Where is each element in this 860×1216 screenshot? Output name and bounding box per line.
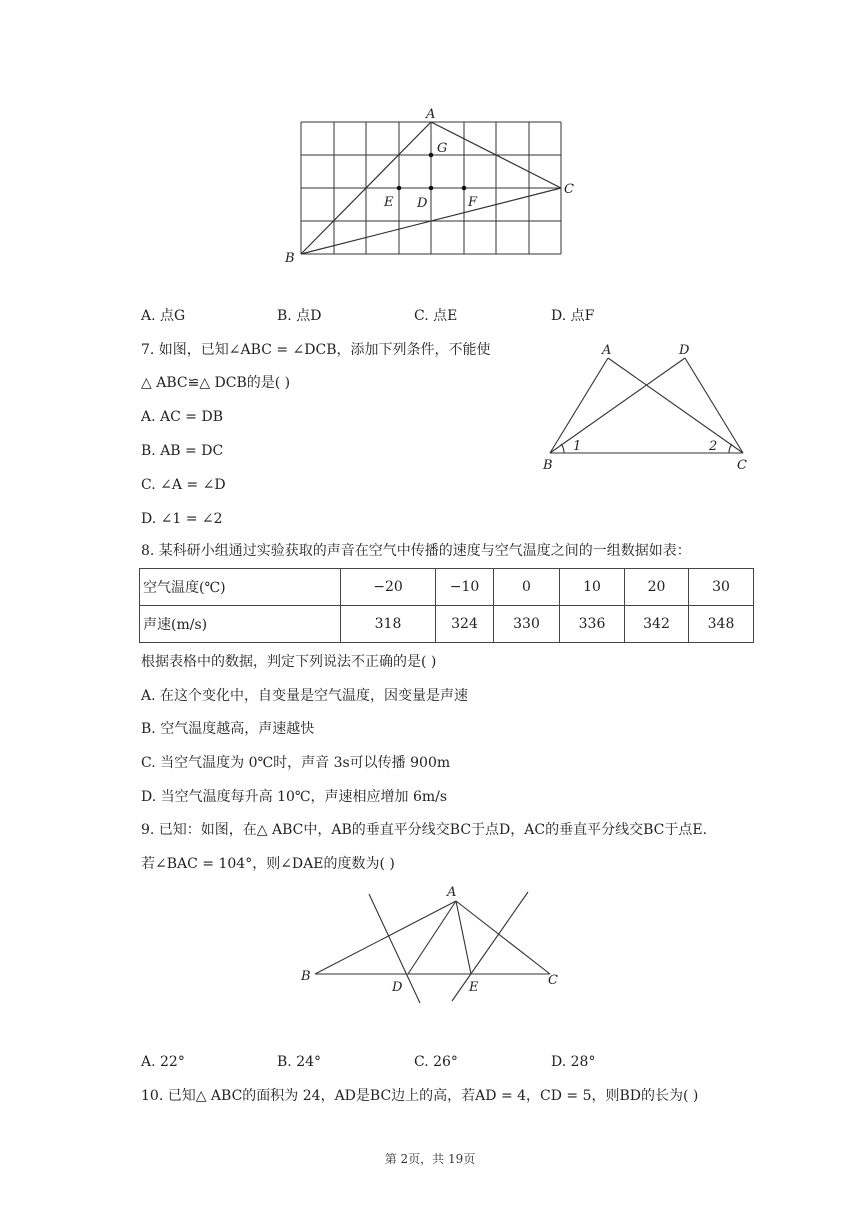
q7-option-b[interactable]: B. AB = DC <box>141 443 224 459</box>
q8-question: 根据表格中的数据，判定下列说法不正确的是( ) <box>141 654 437 670</box>
table-row <box>140 569 754 606</box>
table-cell: 0 <box>494 569 560 606</box>
table-cell: 20 <box>625 569 689 606</box>
q9-option-b[interactable]: B. 24° <box>277 1054 322 1070</box>
q6-label-c: C <box>564 182 574 197</box>
q6-option-c[interactable]: C. 点E <box>414 308 458 324</box>
q6-label-d: D <box>417 196 428 211</box>
q9-label-e: E <box>469 980 479 995</box>
table-header-temperature: 空气温度(℃) <box>140 569 341 606</box>
q8-option-a[interactable]: A. 在这个变化中，自变量是空气温度，因变量是声速 <box>141 688 469 704</box>
table-cell: −20 <box>341 569 436 606</box>
q9-option-d[interactable]: D. 28° <box>551 1054 596 1070</box>
q9-label-b: B <box>301 969 311 984</box>
q9-label-a: A <box>447 885 457 900</box>
q6-label-a: A <box>426 107 436 122</box>
table-cell: 330 <box>494 606 560 643</box>
q8-stem: 8. 某科研小组通过实验获取的声音在空气中传播的速度与空气温度之间的一组数据如表： <box>141 543 691 559</box>
q9-option-c[interactable]: C. 26° <box>414 1054 458 1070</box>
q9-stem-line2: 若∠BAC = 104°，则∠DAE的度数为( ) <box>141 856 395 872</box>
q6-label-f: F <box>468 195 478 210</box>
table-header-speed: 声速(m/s) <box>140 606 341 643</box>
q8-option-b[interactable]: B. 空气温度越高，声速越快 <box>141 721 315 737</box>
table-cell: 318 <box>341 606 436 643</box>
q9-option-a[interactable]: A. 22° <box>141 1054 185 1070</box>
q6-option-a[interactable]: A. 点G <box>141 308 186 324</box>
q7-option-a[interactable]: A. AC = DB <box>141 409 223 425</box>
q8-option-d[interactable]: D. 当空气温度每升高 10℃，声速相应增加 6m/s <box>141 789 448 805</box>
q7-label-a: A <box>602 343 612 358</box>
table-cell: −10 <box>436 569 494 606</box>
q10-stem: 10. 已知△ ABC的面积为 24，AD是BC边上的高，若AD = 4，CD = 5，则BD的长为( ) <box>141 1088 699 1104</box>
q8-option-c[interactable]: C. 当空气温度为 0℃时，声音 3s可以传播 900m <box>141 755 451 771</box>
q6-label-b: B <box>285 251 295 266</box>
q7-stem-line1: 7. 如图，已知∠ABC = ∠DCB，添加下列条件，不能使 <box>141 342 491 358</box>
q6-grid-figure <box>280 100 590 270</box>
q7-angle-2: 2 <box>709 439 718 454</box>
q6-option-b[interactable]: B. 点D <box>277 308 322 324</box>
table-cell: 342 <box>625 606 689 643</box>
q7-option-d[interactable]: D. ∠1 = ∠2 <box>141 511 223 527</box>
q9-label-d: D <box>392 980 403 995</box>
table-cell: 348 <box>689 606 754 643</box>
q6-label-g: G <box>437 141 448 156</box>
q7-label-c: C <box>737 458 747 473</box>
q9-label-c: C <box>548 973 558 988</box>
q7-label-d: D <box>679 343 690 358</box>
q8-data-table <box>139 568 754 643</box>
q7-label-b: B <box>543 458 553 473</box>
table-row <box>140 606 754 643</box>
page-footer: 第 2页，共 19页 <box>384 1152 476 1166</box>
q7-triangle-figure <box>535 338 760 478</box>
table-cell: 30 <box>689 569 754 606</box>
table-cell: 324 <box>436 606 494 643</box>
table-cell: 10 <box>560 569 625 606</box>
q9-stem-line1: 9. 已知：如图，在△ ABC中，AB的垂直平分线交BC于点D，AC的垂直平分线交BC于点E. <box>141 822 708 838</box>
table-cell: 336 <box>560 606 625 643</box>
q9-triangle-figure <box>295 880 570 1008</box>
q6-option-d[interactable]: D. 点F <box>551 308 595 324</box>
q6-label-e: E <box>384 195 394 210</box>
q7-angle-1: 1 <box>573 439 582 454</box>
q7-stem-line2: △ ABC≌△ DCB的是( ) <box>141 375 291 391</box>
q7-option-c[interactable]: C. ∠A = ∠D <box>141 477 226 493</box>
